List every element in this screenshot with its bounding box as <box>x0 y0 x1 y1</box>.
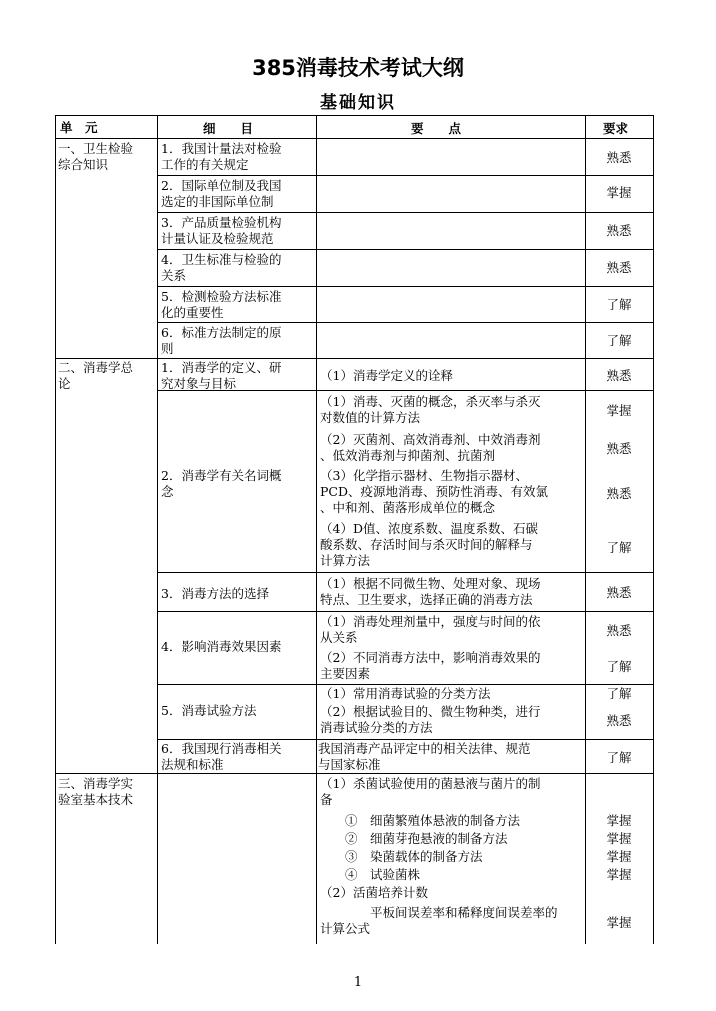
header-points: 要 点 <box>411 121 462 136</box>
unit-cell: 二、消毒学总 论 <box>58 360 134 391</box>
point-cell: ④ 试验菌株 <box>320 867 421 882</box>
requirement-cell: 熟悉 <box>606 713 632 728</box>
requirement-cell: 了解 <box>606 540 632 555</box>
point-cell: 平板间误差率和稀释度间误差率的 计算公式 <box>320 905 558 936</box>
row-line <box>157 175 654 176</box>
point-cell: （1）消毒、灭菌的概念，杀灭率与杀灭 对数值的计算方法 <box>320 394 541 425</box>
point-cell: （3）化学指示器材、生物指示器材、 PCD、疫源地消毒、预防性消毒、有效氯 、中和剂、菌落形成单位的概念 <box>320 468 548 515</box>
requirement-cell: 熟悉 <box>606 223 632 238</box>
requirement-cell: 掌握 <box>606 867 632 882</box>
requirement-cell: 熟悉 <box>606 150 632 165</box>
header-unit: 单 元 <box>60 120 98 135</box>
point-cell: （1）常用消毒试验的分类方法 <box>320 686 491 701</box>
item-cell: 3．产品质量检验机构 计量认证及检验规范 <box>161 215 282 246</box>
requirement-cell: 熟悉 <box>606 585 632 600</box>
point-cell: ③ 染菌载体的制备方法 <box>320 849 483 864</box>
item-cell: 5．消毒试验方法 <box>161 703 257 718</box>
item-cell: 4．影响消毒效果因素 <box>161 639 282 654</box>
header-requirement: 要求 <box>603 121 629 136</box>
row-line <box>157 739 654 740</box>
requirement-cell: 掌握 <box>606 813 632 828</box>
item-cell: 5．检测检验方法标准 化的重要性 <box>161 289 282 320</box>
row-line <box>157 572 654 573</box>
requirement-cell: 了解 <box>606 333 632 348</box>
point-cell: （1）消毒处理剂量中，强度与时间的依 从关系 <box>320 614 541 645</box>
point-cell: ① 细菌繁殖体悬液的制备方法 <box>320 813 521 828</box>
point-cell: ② 细菌芽孢悬液的制备方法 <box>320 831 508 846</box>
header-bottom-line <box>55 138 654 139</box>
row-line <box>157 249 654 250</box>
section-line <box>55 773 654 774</box>
row-line <box>157 286 654 287</box>
page-number: 1 <box>353 975 363 990</box>
requirement-cell: 掌握 <box>606 849 632 864</box>
requirement-cell: 熟悉 <box>606 441 632 456</box>
requirement-cell: 了解 <box>606 686 632 701</box>
requirement-cell: 了解 <box>606 659 632 674</box>
point-cell: （1）杀菌试验使用的菌悬液与菌片的制 备 <box>320 776 541 807</box>
item-cell: 6．我国现行消毒相关 法规和标准 <box>161 741 282 772</box>
item-cell: 1．消毒学的定义、研 究对象与目标 <box>161 360 282 391</box>
point-cell: （1）根据不同微生物、处理对象、现场 特点、卫生要求，选择正确的消毒方法 <box>320 576 541 607</box>
unit-cell: 三、消毒学实 验室基本技术 <box>58 776 134 807</box>
table-border-left <box>55 115 56 944</box>
point-cell: （2）灭菌剂、高效消毒剂、中效消毒剂 、低效消毒剂与抑菌剂、抗菌剂 <box>320 432 541 463</box>
unit-cell: 一、卫生检验 综合知识 <box>58 141 134 172</box>
requirement-cell: 掌握 <box>606 831 632 846</box>
table-border-top <box>55 115 654 116</box>
item-cell: 1．我国计量法对检验 工作的有关规定 <box>161 141 282 172</box>
section-line <box>55 358 654 359</box>
row-line <box>157 212 654 213</box>
requirement-cell: 了解 <box>606 297 632 312</box>
requirement-cell: 掌握 <box>606 403 632 418</box>
document-subtitle: 基础知识 <box>320 93 396 113</box>
row-line <box>157 611 654 612</box>
col-divider-item <box>316 115 317 944</box>
point-cell: 我国消毒产品评定中的相关法律、规范 与国家标准 <box>318 741 531 772</box>
item-cell: 4．卫生标准与检验的 关系 <box>161 252 282 283</box>
item-cell: 3．消毒方法的选择 <box>161 586 269 601</box>
item-cell: 2．消毒学有关名词概 念 <box>161 468 282 499</box>
point-cell: （2）不同消毒方法中，影响消毒效果的 主要因素 <box>320 650 541 681</box>
item-cell: 6．标准方法制定的原 则 <box>161 325 282 356</box>
col-divider-unit <box>157 115 158 944</box>
point-cell: （2）活菌培养计数 <box>320 885 428 900</box>
document-title: 385消毒技术考试大纲 <box>252 56 464 80</box>
requirement-cell: 熟悉 <box>606 368 632 383</box>
syllabus-table <box>55 115 654 944</box>
requirement-cell: 熟悉 <box>606 260 632 275</box>
item-cell: 2．国际单位制及我国 选定的非国际单位制 <box>161 178 282 209</box>
requirement-cell: 熟悉 <box>606 623 632 638</box>
requirement-cell: 了解 <box>606 750 632 765</box>
point-cell: （2）根据试验目的、微生物种类，进行 消毒试验分类的方法 <box>320 704 541 735</box>
requirement-cell: 掌握 <box>606 185 632 200</box>
point-cell: （4）D值、浓度系数、温度系数、石碳 酸系数、存活时间与杀灭时间的解释与 计算方法 <box>320 521 538 568</box>
row-line <box>157 684 654 685</box>
table-border-right <box>653 115 654 944</box>
point-cell: （1）消毒学定义的诠释 <box>320 368 453 383</box>
row-line <box>157 322 654 323</box>
requirement-cell: 熟悉 <box>606 486 632 501</box>
header-item: 细 目 <box>203 121 254 136</box>
requirement-cell: 掌握 <box>606 915 632 930</box>
